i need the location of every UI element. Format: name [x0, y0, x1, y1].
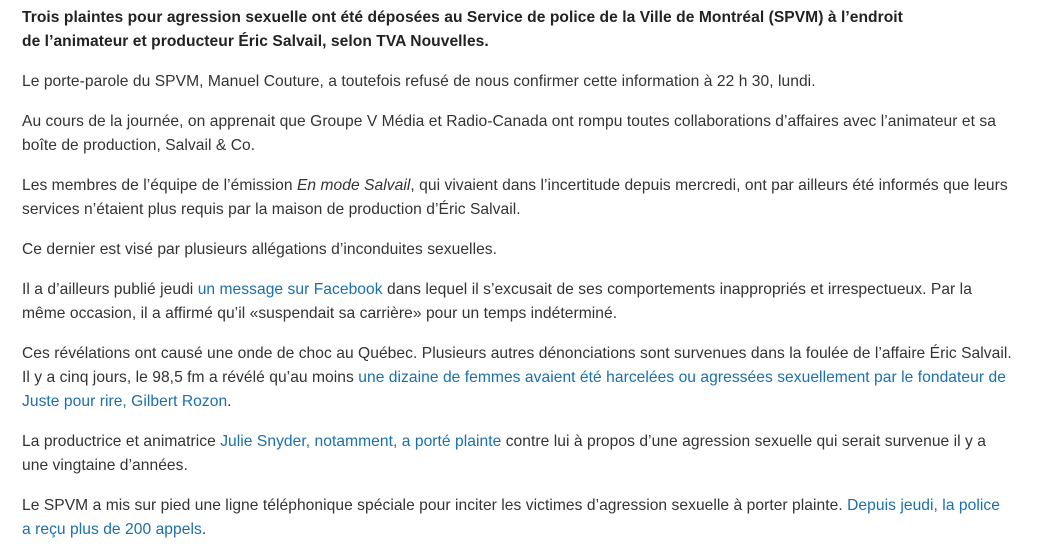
show-title: En mode Salvail: [296, 177, 411, 194]
paragraph-7-text-before: La productrice et animatrice: [22, 433, 221, 450]
paragraph-3-text-before: Les membres de l’équipe de l’émission: [22, 177, 297, 194]
facebook-message-link[interactable]: un message sur Facebook: [197, 281, 383, 298]
police-calls-link[interactable]: Depuis jeudi, la police a reçu plus de 200 appels: [22, 497, 1000, 538]
paragraph-3: [22, 174, 1012, 222]
paragraph-6: [22, 342, 1012, 414]
article-body: [22, 6, 1012, 558]
paragraph-5-text-after: dans lequel il s’excusait de ses comportements inappropriés et irrespectueux. Par la même occasion, il a affirmé qu’il «suspendait sa carrière» pour un temps indéterminé.: [22, 281, 972, 322]
paragraph-5-text-before: Il a d’ailleurs publié jeudi: [22, 281, 198, 298]
paragraph-7-text-after: contre lui à propos d’une agression sexuelle qui serait survenue il y a une vingtaine d’années.: [22, 433, 987, 474]
article-lead: [22, 6, 1012, 54]
paragraph-8: [22, 494, 1012, 542]
paragraph-4: Ce dernier est visé par plusieurs allégations d’inconduites sexuelles.: [22, 241, 498, 258]
rozon-allegations-link[interactable]: une dizaine de femmes avaient été harcelées ou agressées sexuellement par le fondateur de Juste pour rire, Gilbert Rozon: [22, 369, 1006, 410]
paragraph-2: Au cours de la journée, on apprenait que Groupe V Média et Radio-Canada ont rompu toutes collaborations d’affaires avec l’animateur et sa boîte de production, Salvail & Co.: [22, 113, 996, 154]
paragraph-5: [22, 278, 1012, 326]
paragraph-7: [22, 430, 1012, 478]
paragraph-3-text-after: , qui vivaient dans l’incertitude depuis mercredi, ont par ailleurs été informés que leurs services n’étaient plus requis par la maison de production d’Éric Salvail.: [22, 177, 1008, 218]
paragraph-6-text-before: Ces révélations ont causé une onde de choc au Québec. Plusieurs autres dénonciations sont survenues dans la foulée de l’affaire Éric Salvail. Il y a cinq jours, le 98,5 fm a révélé qu’au moins: [22, 345, 1012, 386]
paragraph-8-text-after: .: [201, 521, 207, 538]
lead-line-2: de l’animateur et producteur Éric Salvail, selon TVA Nouvelles.: [22, 33, 489, 50]
paragraph-1: Le porte-parole du SPVM, Manuel Couture, a toutefois refusé de nous confirmer cette information à 22 h 30, lundi.: [22, 73, 816, 90]
julie-snyder-complaint-link[interactable]: Julie Snyder, notamment, a porté plainte: [220, 433, 502, 450]
paragraph-6-text-after: .: [227, 393, 232, 410]
lead-line-1: Trois plaintes pour agression sexuelle ont été déposées au Service de police de la Ville de Montréal (SPVM) à l’endroit: [22, 9, 903, 26]
paragraph-8-text-before: Le SPVM a mis sur pied une ligne téléphonique spéciale pour inciter les victimes d’agression sexuelle à porter plainte.: [22, 497, 848, 514]
